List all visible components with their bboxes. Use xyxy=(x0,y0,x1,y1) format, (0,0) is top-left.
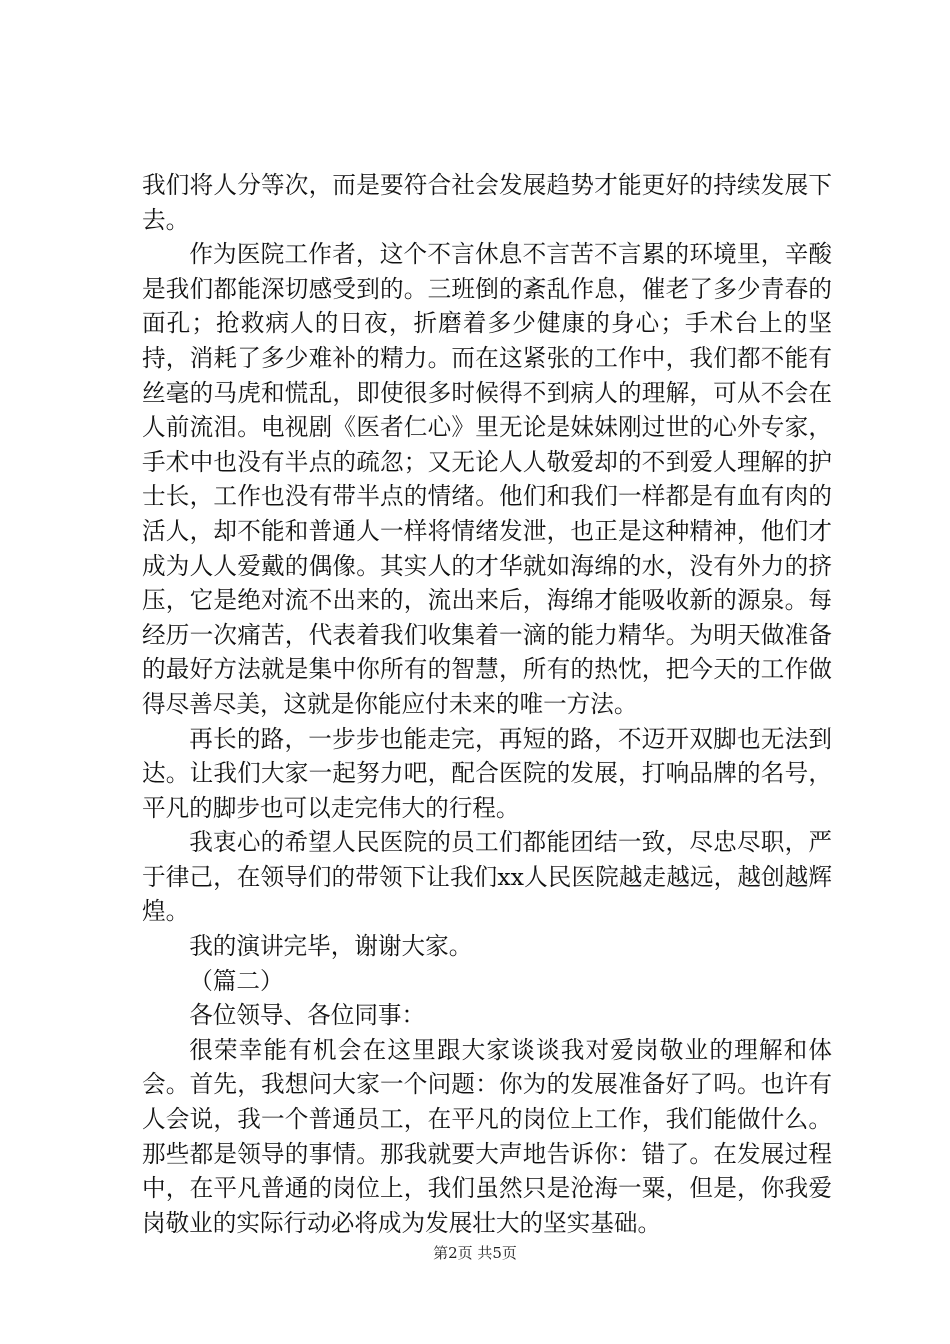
paragraph-1: 我们将人分等次，而是要符合社会发展趋势才能更好的持续发展下去。 xyxy=(142,171,832,234)
paragraph-2: 作为医院工作者，这个不言休息不言苦不言累的环境里，辛酸是我们都能深切感受到的。三班倒的紊乱作息，催老了多少青春的面孔；抢救病人的日夜，折磨着多少健康的身心；手术台上的坚持，消耗了多少难补的精力。而在这紧张的工作中，我们都不能有丝毫的马虎和慌乱，即使很多时候得不到病人的理解，可从不会在人前流泪。电视剧《医者仁心》里无论是妹妹刚过世的心外专家，手术中也没有半点的疏忽；又无论人人敬爱却的不到爱人理解的护士长，工作也没有带半点的情绪。他们和我们一样都是有血有肉的活人，却不能和普通人一样将情绪发泄，也正是这种精神，他们才成为人人爱戴的偶像。其实人的才华就如海绵的水，没有外力的挤压，它是绝对流不出来的，流出来后，海绵才能吸收新的源泉。每经历一次痛苦，代表着我们收集着一滴的能力精华。为明天做准备的最好方法就是集中你所有的智慧，所有的热忱，把今天的工作做得尽善尽美，这就是你能应付未来的唯一方法。 xyxy=(142,240,832,718)
paragraph-6: （篇二） xyxy=(189,966,284,995)
paragraph-7: 各位领导、各位同事： xyxy=(189,1001,426,1030)
paragraph-8: 很荣幸能有机会在这里跟大家谈谈我对爱岗敬业的理解和体会。首先，我想问大家一个问题：你为的发展准备好了吗。也许有人会说，我一个普通员工，在平凡的岗位上工作，我们能做什么。那些都是领导的事情。那我就要大声地告诉你：错了。在发展过程中，在平凡普通的岗位上，我们虽然只是沧海一粟，但是，你我爱岗敬业的实际行动必将成为发展壮大的坚实基础。 xyxy=(142,1035,832,1237)
page-footer: 第2页 共5页 xyxy=(433,1244,517,1262)
paragraph-5: 我的演讲完毕，谢谢大家。 xyxy=(189,932,473,961)
paragraph-4: 我衷心的希望人民医院的员工们都能团结一致，尽忠尽职，严于律己，在领导们的带领下让我们xx人民医院越走越远，越创越辉煌。 xyxy=(142,828,832,926)
document-body xyxy=(142,168,832,1240)
paragraph-3: 再长的路，一步步也能走完，再短的路，不迈开双脚也无法到达。让我们大家一起努力吧，配合医院的发展，打响品牌的名号，平凡的脚步也可以走完伟大的行程。 xyxy=(142,724,832,822)
